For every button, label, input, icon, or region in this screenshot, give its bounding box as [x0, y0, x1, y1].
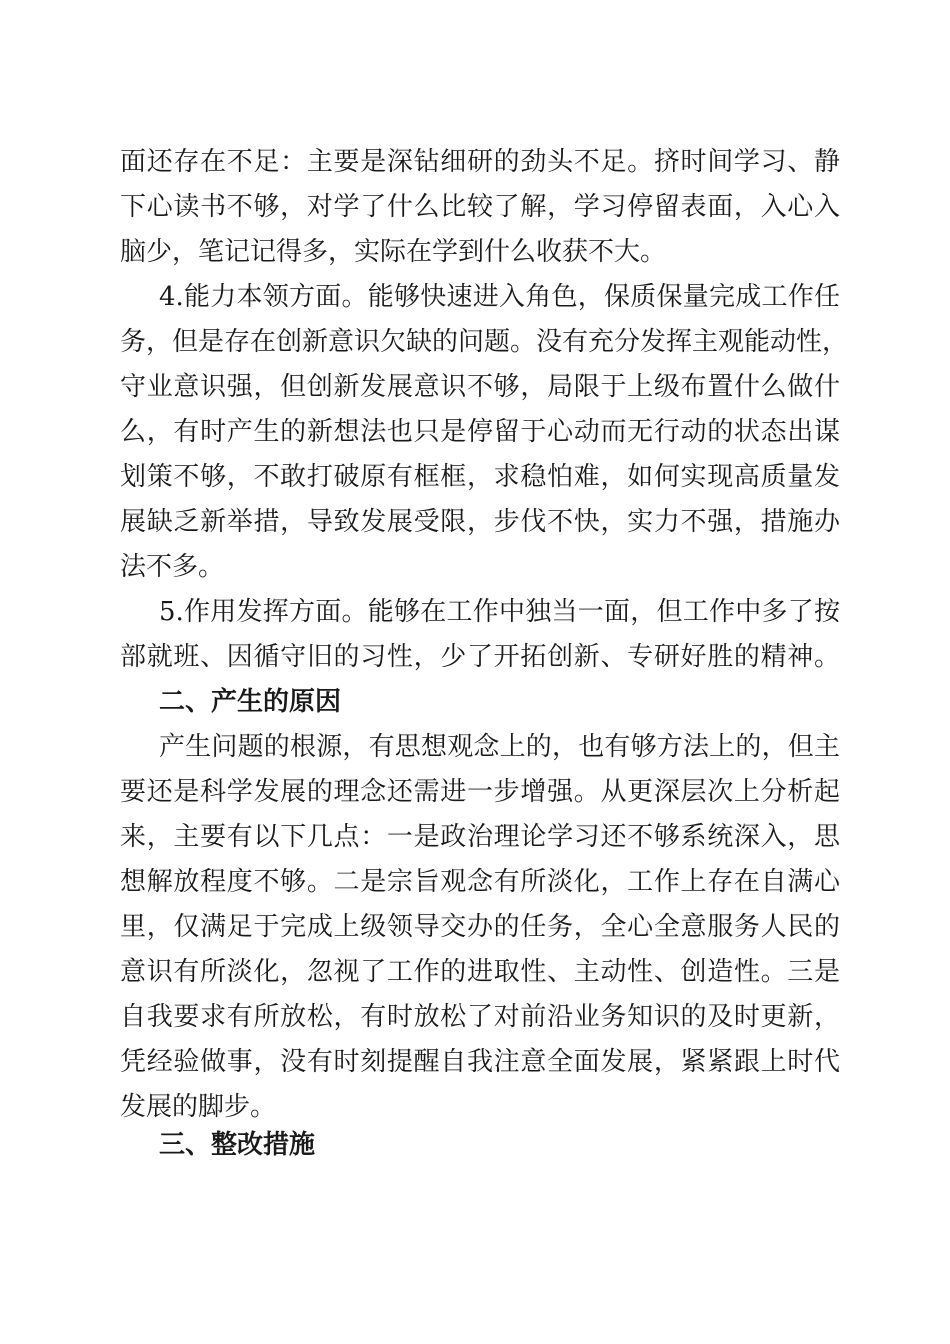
paragraph-line: 面还存在不足：主要是深钻细研的劲头不足。挤时间学习、静: [120, 147, 840, 177]
paragraph-line: 务，但是存在创新意识欠缺的问题。没有充分发挥主观能动性，: [120, 327, 849, 357]
paragraph-line: 凭经验做事，没有时刻提醒自我注意全面发展，紧紧跟上时代: [120, 1047, 840, 1077]
paragraph-line: 法不多。: [120, 552, 225, 582]
paragraph-line: 划策不够，不敢打破原有框框，求稳怕难，如何实现高质量发: [120, 462, 840, 492]
paragraph-line: 守业意识强，但创新发展意识不够，局限于上级布置什么做什: [120, 372, 840, 402]
paragraph-line: 里，仅满足于完成上级领导交办的任务，全心全意服务人民的: [120, 912, 840, 942]
paragraph-line: 产生问题的根源，有思想观念上的，也有够方法上的，但主: [159, 732, 840, 762]
section-heading: 三、整改措施: [159, 1130, 316, 1160]
paragraph-line: 要还是科学发展的理念还需进一步增强。从更深层次上分析起: [120, 777, 840, 807]
paragraph-line: 展缺乏新举措，导致发展受限，步伐不快，实力不强，措施办: [120, 507, 840, 537]
paragraph-line: 下心读书不够，对学了什么比较了解，学习停留表面，入心入: [120, 192, 840, 222]
paragraph-line: 么，有时产生的新想法也只是停留于心动而无行动的状态出谋: [120, 417, 840, 447]
paragraph-line: 想解放程度不够。二是宗旨观念有所淡化，工作上存在自满心: [120, 867, 840, 897]
paragraph-line: 来，主要有以下几点：一是政治理论学习还不够系统深入，思: [120, 822, 840, 852]
paragraph-line: 脑少，笔记记得多，实际在学到什么收获不大。: [120, 237, 667, 267]
section-heading: 二、产生的原因: [159, 687, 342, 717]
paragraph-line: 4.能力本领方面。能够快速进入角色，保质保量完成工作任: [159, 282, 840, 312]
paragraph-line: 5.作用发挥方面。能够在工作中独当一面，但工作中多了按: [159, 597, 840, 627]
paragraph-line: 发展的脚步。: [120, 1092, 277, 1122]
paragraph-line: 部就班、因循守旧的习性，少了开拓创新、专研好胜的精神。: [120, 642, 840, 672]
paragraph-line: 意识有所淡化，忽视了工作的进取性、主动性、创造性。三是: [120, 957, 840, 987]
paragraph-line: 自我要求有所放松，有时放松了对前沿业务知识的及时更新，: [120, 1002, 840, 1032]
